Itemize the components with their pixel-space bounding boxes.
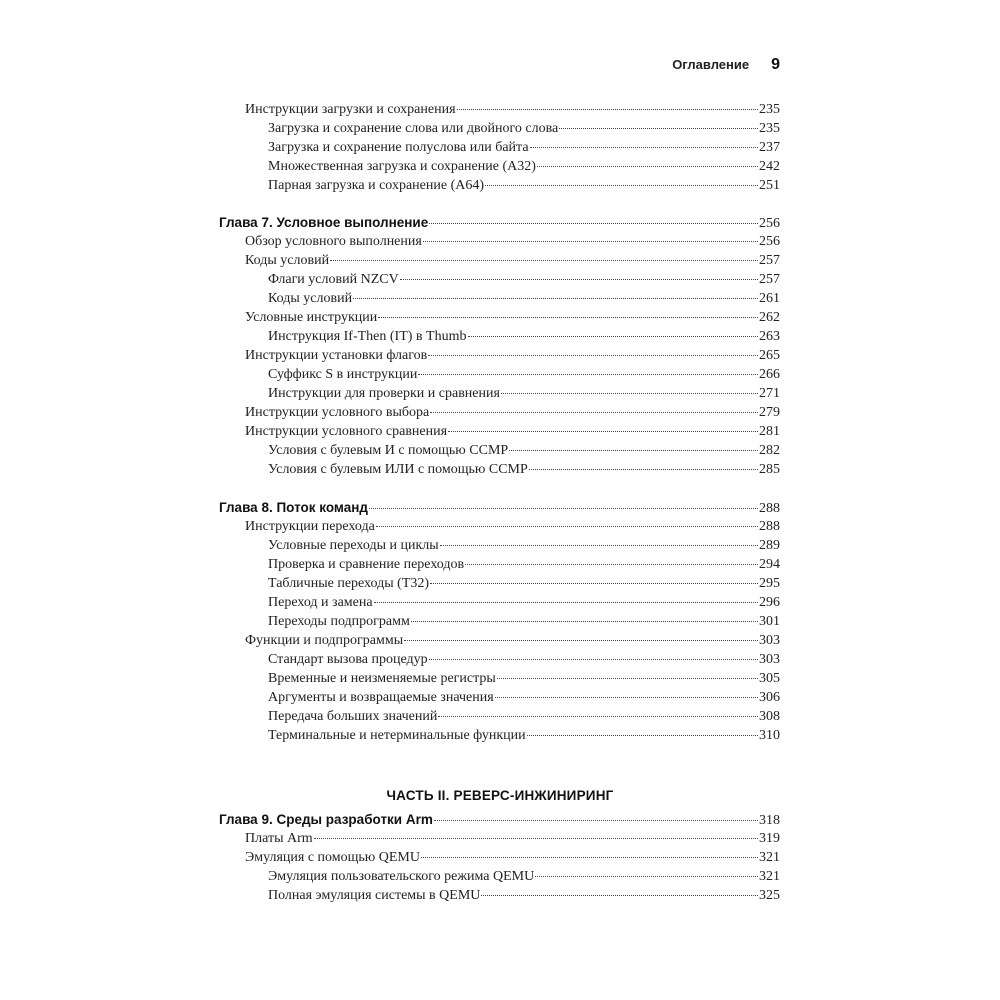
toc-entry-title: Платы Arm xyxy=(245,831,313,846)
toc-entry-page: 251 xyxy=(759,178,780,193)
toc-entry-title: Табличные переходы (T32) xyxy=(268,576,430,591)
toc-entry-page: 257 xyxy=(759,272,780,287)
dot-leader xyxy=(457,108,758,110)
toc-entry-title: Множественная загрузка и сохранение (A32) xyxy=(268,159,536,174)
toc-entry-title: Временные и неизменяемые регистры xyxy=(268,671,496,686)
dot-leader xyxy=(430,411,758,413)
dot-leader xyxy=(527,734,758,736)
dot-leader xyxy=(411,620,758,622)
dot-leader xyxy=(485,184,758,186)
dot-leader xyxy=(423,240,758,242)
toc-entry-title: Эмуляция с помощью QEMU xyxy=(245,850,420,865)
toc-entry-page: 237 xyxy=(759,140,780,155)
page-number: 9 xyxy=(771,56,780,73)
dot-leader xyxy=(529,468,758,470)
dot-leader xyxy=(465,563,758,565)
dot-leader xyxy=(378,316,758,318)
dot-leader xyxy=(468,335,759,337)
toc-entry xyxy=(268,291,780,311)
toc-entry-title: Переход и замена xyxy=(268,595,373,610)
toc-entry-title: Стандарт вызова процедур xyxy=(268,652,428,667)
toc-entry-page: 319 xyxy=(759,831,780,846)
toc-entry-page: 263 xyxy=(759,329,780,344)
toc-entry xyxy=(245,102,780,122)
toc-entry-page: 303 xyxy=(759,633,780,648)
toc-entry xyxy=(268,178,780,198)
toc-entry xyxy=(245,519,780,539)
toc-entry-page: 296 xyxy=(759,595,780,610)
toc-entry-title: Условия с булевым ИЛИ с помощью CCMP xyxy=(268,462,528,477)
toc-entry-title: Полная эмуляция системы в QEMU xyxy=(268,888,481,903)
toc-entry xyxy=(268,140,780,160)
toc-entry-title: Инструкции установки флагов xyxy=(245,348,428,363)
toc-entry-page: 282 xyxy=(759,443,780,458)
toc-entry-title: Глава 8. Поток команд xyxy=(219,500,368,515)
dot-leader xyxy=(440,544,758,546)
toc-entry-title: Условные переходы и циклы xyxy=(268,538,439,553)
dot-leader xyxy=(537,165,758,167)
toc-entry xyxy=(245,405,780,425)
toc-entry-page: 235 xyxy=(759,102,780,117)
running-header xyxy=(600,56,780,76)
toc-entry xyxy=(245,424,780,444)
toc-entry-page: 306 xyxy=(759,690,780,705)
toc-entry xyxy=(268,329,780,349)
toc-entry xyxy=(268,888,780,908)
toc-entry-page: 235 xyxy=(759,121,780,136)
toc-entry-title: Функции и подпрограммы xyxy=(245,633,404,648)
dot-leader xyxy=(434,819,758,821)
toc-entry-title: Инструкция If-Then (IT) в Thumb xyxy=(268,329,467,344)
dot-leader xyxy=(497,677,758,679)
toc-entry-page: 256 xyxy=(759,216,780,231)
toc-entry-title: Суффикс S в инструкции xyxy=(268,367,418,382)
toc-entry-title: Передача больших значений xyxy=(268,709,438,724)
toc-entry-page: 285 xyxy=(759,462,780,477)
dot-leader xyxy=(429,658,758,660)
dot-leader xyxy=(330,259,758,261)
toc-entry xyxy=(268,709,780,729)
toc-entry-title: Условные инструкции xyxy=(245,310,378,325)
toc-entry xyxy=(245,253,780,273)
toc-entry-title: Эмуляция пользовательского режима QEMU xyxy=(268,869,535,884)
dot-leader xyxy=(430,582,758,584)
toc-entry-page: 288 xyxy=(759,519,780,534)
toc-chapter-entry xyxy=(219,812,780,832)
toc-entry xyxy=(268,869,780,889)
dot-leader xyxy=(535,875,758,877)
toc-entry-page: 265 xyxy=(759,348,780,363)
dot-leader xyxy=(404,639,758,641)
toc-entry xyxy=(268,652,780,672)
toc-entry xyxy=(245,234,780,254)
toc-entry-title: Аргументы и возвращаемые значения xyxy=(268,690,494,705)
toc-entry-page: 281 xyxy=(759,424,780,439)
dot-leader xyxy=(374,601,758,603)
dot-leader xyxy=(481,894,758,896)
toc-entry xyxy=(268,690,780,710)
toc-entry-page: 261 xyxy=(759,291,780,306)
toc-entry xyxy=(268,538,780,558)
toc-entry-page: 289 xyxy=(759,538,780,553)
dot-leader xyxy=(353,297,758,299)
dot-leader xyxy=(428,354,758,356)
dot-leader xyxy=(501,392,758,394)
toc-chapter-entry xyxy=(219,215,780,235)
dot-leader xyxy=(429,222,758,224)
dot-leader xyxy=(448,430,758,432)
part-heading: ЧАСТЬ II. РЕВЕРС-ИНЖИНИРИНГ xyxy=(386,788,614,803)
toc-entry-page: 308 xyxy=(759,709,780,724)
dot-leader xyxy=(418,373,758,375)
toc-entry-page: 288 xyxy=(759,501,780,516)
toc-entry xyxy=(268,671,780,691)
toc-entry-page: 321 xyxy=(759,869,780,884)
dot-leader xyxy=(314,837,758,839)
running-header-title: Оглавление xyxy=(672,57,750,72)
toc-entry-title: Инструкции для проверки и сравнения xyxy=(268,386,500,401)
toc-entry-title: Обзор условного выполнения xyxy=(245,234,422,249)
toc-entry-title: Инструкции условного выбора xyxy=(245,405,430,420)
toc-entry xyxy=(245,850,780,870)
toc-entry-page: 266 xyxy=(759,367,780,382)
toc-entry-page: 310 xyxy=(759,728,780,743)
toc-entry-page: 294 xyxy=(759,557,780,572)
toc-entry xyxy=(268,367,780,387)
toc-entry xyxy=(245,633,780,653)
toc-entry-title: Флаги условий NZCV xyxy=(268,272,399,287)
toc-entry xyxy=(245,831,780,851)
toc-entry-title: Глава 7. Условное выполнение xyxy=(219,215,429,230)
toc-entry-title: Загрузка и сохранение слова или двойного слова xyxy=(268,121,559,136)
dot-leader xyxy=(376,525,758,527)
toc-entry-page: 257 xyxy=(759,253,780,268)
toc-entry-title: Коды условий xyxy=(245,253,330,268)
toc-entry-page: 303 xyxy=(759,652,780,667)
dot-leader xyxy=(559,127,758,129)
toc-entry xyxy=(268,443,780,463)
toc-entry-title: Загрузка и сохранение полуслова или байта xyxy=(268,140,529,155)
toc-entry-title: Условия с булевым И с помощью CCMP xyxy=(268,443,509,458)
toc-entry xyxy=(268,614,780,634)
toc-entry-title: Инструкции загрузки и сохранения xyxy=(245,102,456,117)
toc-chapter-entry xyxy=(219,500,780,520)
toc-entry xyxy=(268,557,780,577)
dot-leader xyxy=(400,278,758,280)
toc-entry-page: 321 xyxy=(759,850,780,865)
dot-leader xyxy=(369,507,758,509)
toc-entry xyxy=(245,348,780,368)
toc-entry-page: 295 xyxy=(759,576,780,591)
toc-entry-title: Переходы подпрограмм xyxy=(268,614,410,629)
toc-entry-page: 242 xyxy=(759,159,780,174)
dot-leader xyxy=(495,696,758,698)
dot-leader xyxy=(509,449,758,451)
toc-entry xyxy=(268,576,780,596)
toc-entry-title: Инструкции перехода xyxy=(245,519,375,534)
toc-entry-page: 318 xyxy=(759,813,780,828)
toc-entry xyxy=(268,121,780,141)
toc-entry xyxy=(268,386,780,406)
toc-entry-title: Инструкции условного сравнения xyxy=(245,424,448,439)
toc-entry xyxy=(245,310,780,330)
dot-leader xyxy=(438,715,758,717)
toc-entry-page: 325 xyxy=(759,888,780,903)
dot-leader xyxy=(421,856,758,858)
toc-entry-page: 262 xyxy=(759,310,780,325)
toc-entry-page: 271 xyxy=(759,386,780,401)
toc-entry xyxy=(268,595,780,615)
toc-entry xyxy=(268,728,780,748)
toc-entry xyxy=(268,462,780,482)
toc-entry xyxy=(268,159,780,179)
toc-entry-title: Терминальные и нетерминальные функции xyxy=(268,728,526,743)
toc-entry-title: Проверка и сравнение переходов xyxy=(268,557,465,572)
toc-entry-page: 256 xyxy=(759,234,780,249)
toc-entry-title: Парная загрузка и сохранение (A64) xyxy=(268,178,485,193)
dot-leader xyxy=(530,146,758,148)
toc-entry-page: 279 xyxy=(759,405,780,420)
toc-entry-page: 305 xyxy=(759,671,780,686)
toc-entry-title: Глава 9. Среды разработки Arm xyxy=(219,812,433,827)
toc-entry xyxy=(268,272,780,292)
toc-entry-page: 301 xyxy=(759,614,780,629)
toc-entry-title: Коды условий xyxy=(268,291,353,306)
